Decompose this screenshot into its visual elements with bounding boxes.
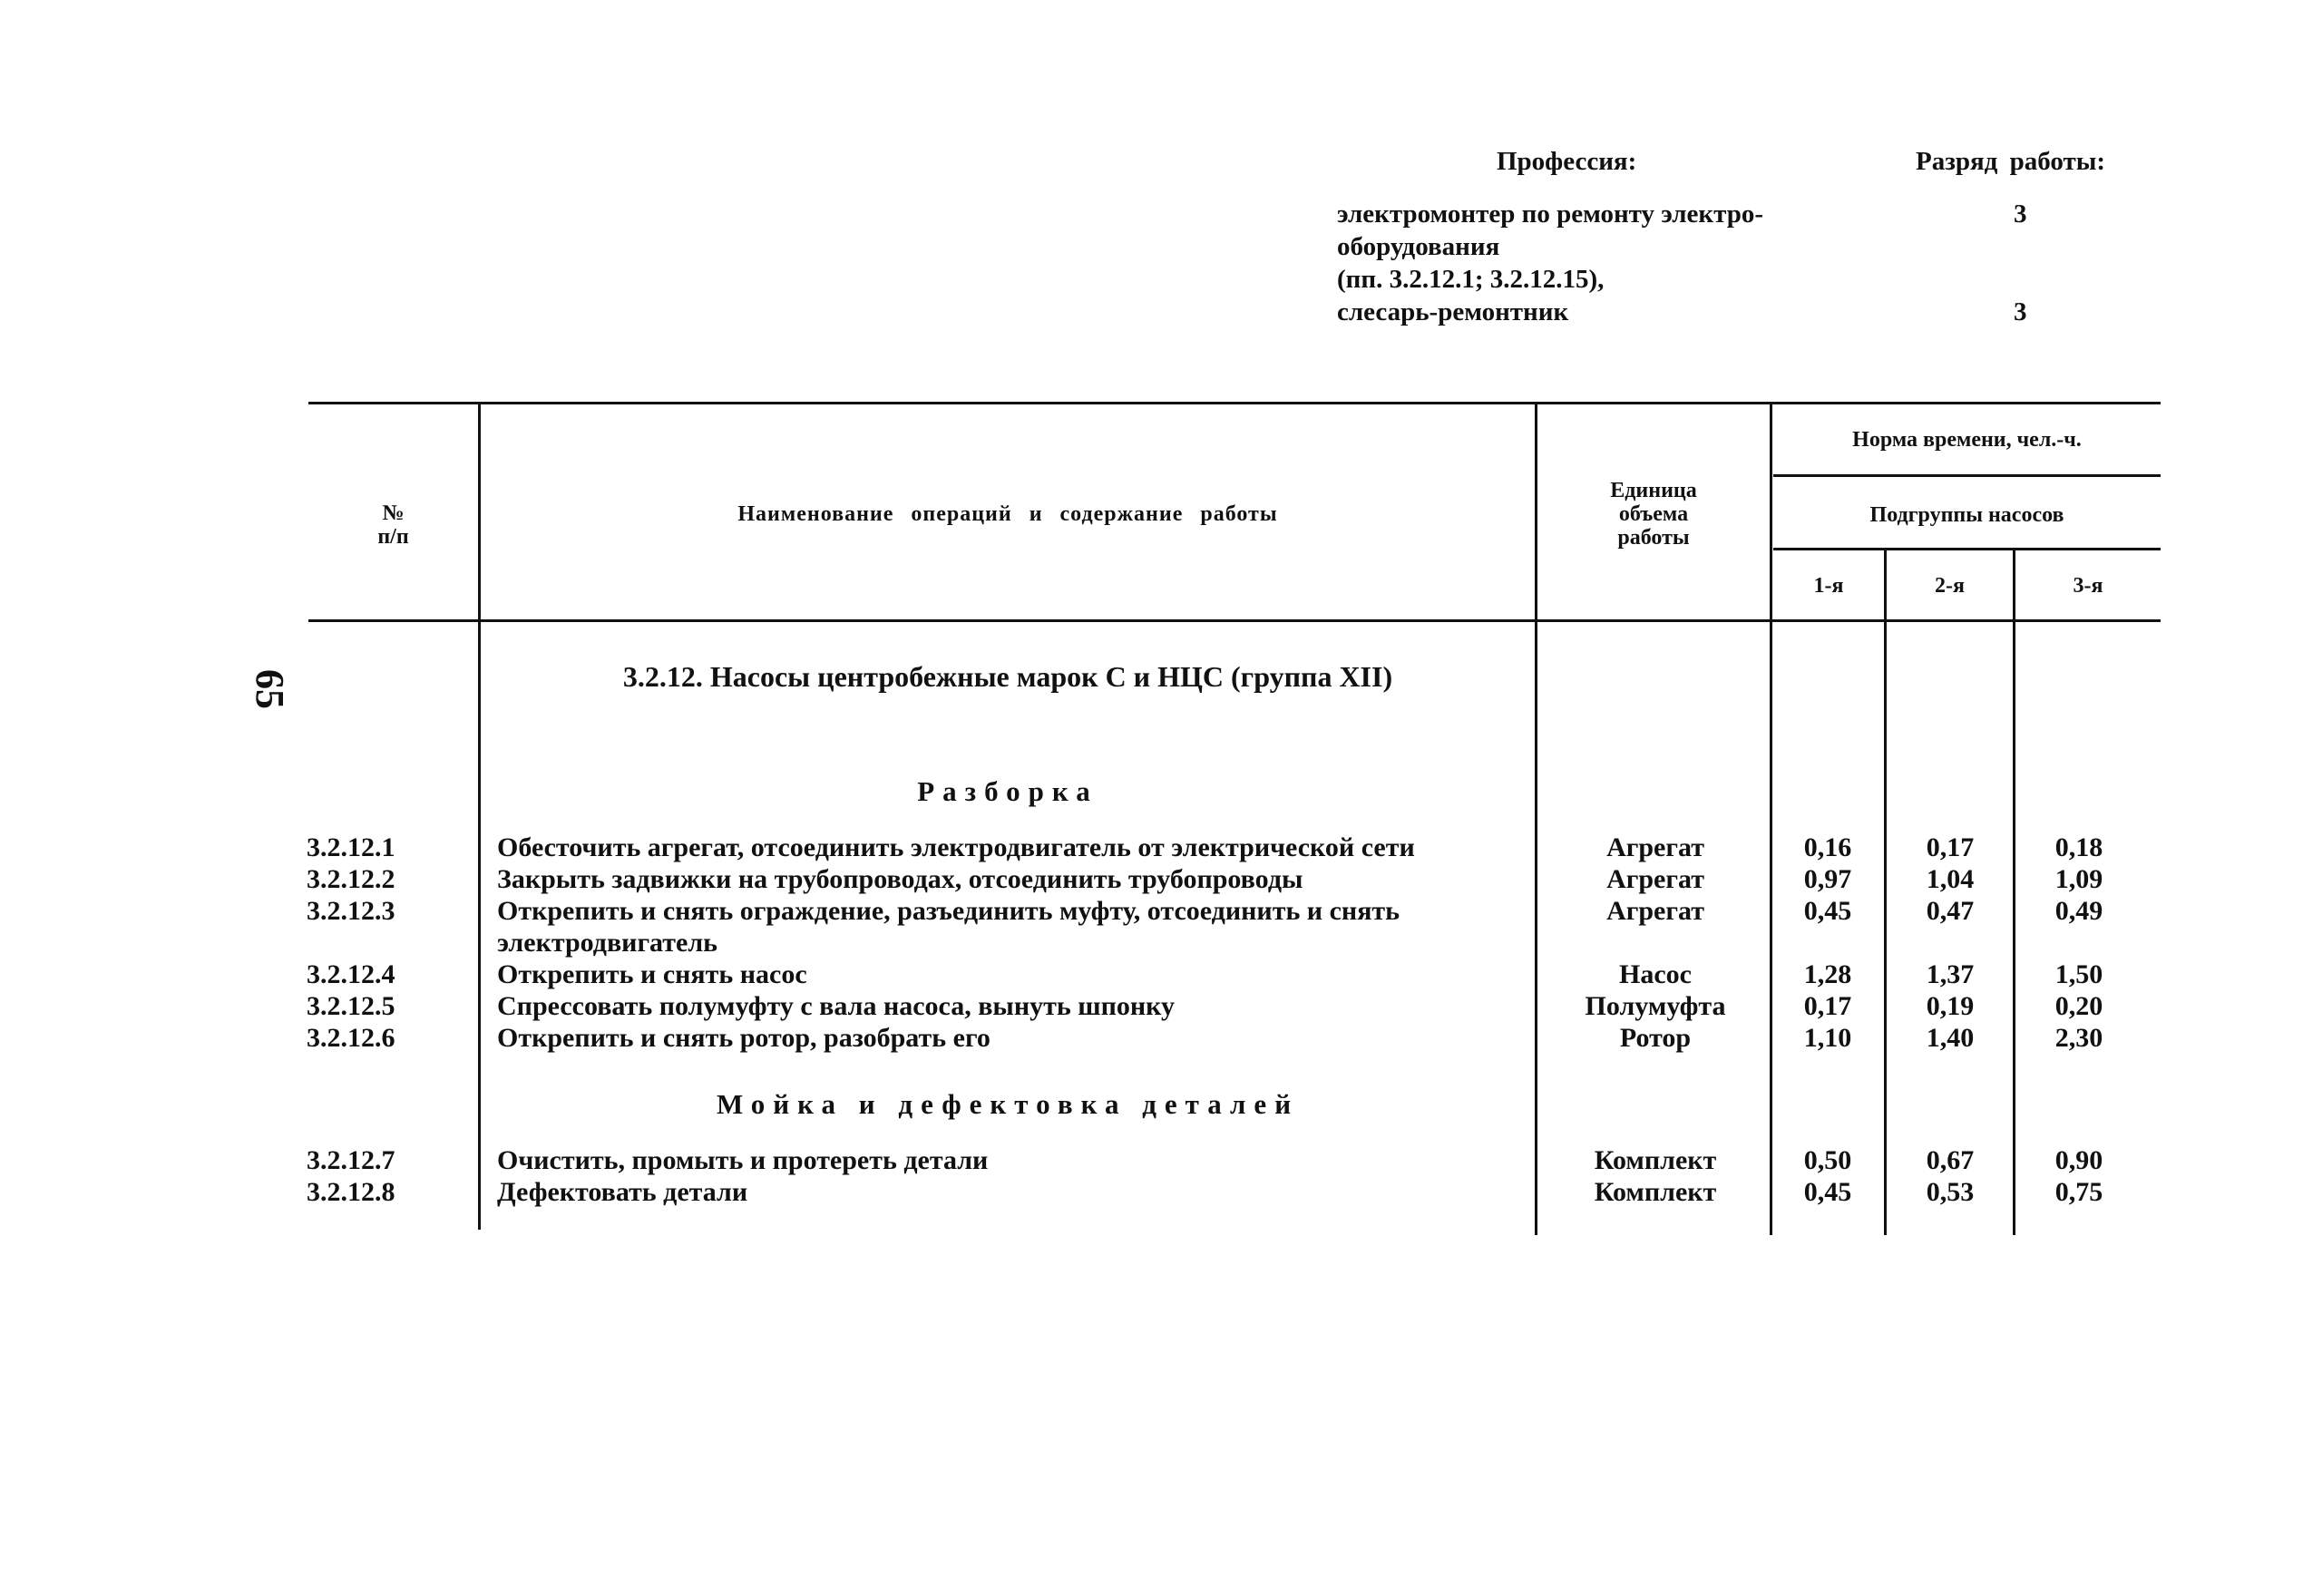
row-number: 3.2.12.8 bbox=[307, 1177, 395, 1207]
header-bottom-border bbox=[308, 619, 2161, 622]
row-value-1: 0,16 bbox=[1803, 832, 1852, 862]
row-value-2: 0,17 bbox=[1926, 832, 1975, 862]
header-time-norm: Норма времени, чел.-ч. bbox=[1852, 428, 2082, 452]
row-description: Открепить и снять насос bbox=[497, 959, 807, 989]
row-description: Открепить и снять ротор, разобрать его bbox=[497, 1023, 990, 1053]
row-value-2: 1,37 bbox=[1926, 959, 1975, 989]
profession-line: оборудования bbox=[1337, 232, 1500, 261]
row-value-2: 1,04 bbox=[1926, 864, 1975, 894]
row-description: Спрессовать полумуфту с вала насоса, вынуть шпонку bbox=[497, 991, 1175, 1021]
row-value-1: 0,45 bbox=[1803, 1177, 1852, 1207]
row-description: Очистить, промыть и протереть детали bbox=[497, 1145, 989, 1175]
header-subgroup-1: 1-я bbox=[1813, 574, 1844, 598]
row-number: 3.2.12.2 bbox=[307, 864, 395, 894]
rank-value: 3 bbox=[2014, 297, 2027, 326]
row-unit: Комплект bbox=[1594, 1145, 1717, 1175]
row-description: Дефектовать детали bbox=[497, 1177, 748, 1207]
row-number: 3.2.12.3 bbox=[307, 896, 395, 926]
row-unit: Агрегат bbox=[1606, 864, 1704, 894]
header-subgroup-2: 2-я bbox=[1935, 574, 1965, 598]
row-value-2: 0,67 bbox=[1926, 1145, 1975, 1175]
row-value-3: 0,20 bbox=[2054, 991, 2103, 1021]
row-number: 3.2.12.1 bbox=[307, 832, 395, 862]
row-value-1: 0,97 bbox=[1803, 864, 1852, 894]
row-value-2: 1,40 bbox=[1926, 1023, 1975, 1053]
row-unit: Агрегат bbox=[1606, 832, 1704, 862]
row-unit: Насос bbox=[1619, 959, 1692, 989]
rank-value: 3 bbox=[2014, 200, 2027, 229]
norm-divider bbox=[1773, 474, 2161, 477]
row-value-2: 0,53 bbox=[1926, 1177, 1975, 1207]
row-value-2: 0,19 bbox=[1926, 991, 1975, 1021]
header-operation-name: Наименование операций и содержание работы bbox=[737, 502, 1278, 526]
row-value-3: 0,90 bbox=[2054, 1145, 2103, 1175]
row-value-1: 0,50 bbox=[1803, 1145, 1852, 1175]
header-number: № п/п bbox=[377, 501, 409, 549]
row-value-3: 1,50 bbox=[2054, 959, 2103, 989]
row-unit: Полумуфта bbox=[1585, 991, 1726, 1021]
row-value-1: 0,17 bbox=[1803, 991, 1852, 1021]
row-unit: Агрегат bbox=[1606, 896, 1704, 926]
profession-line: (пп. 3.2.12.1; 3.2.12.15), bbox=[1337, 265, 1605, 294]
profession-list bbox=[1337, 198, 1763, 328]
row-value-3: 1,09 bbox=[2054, 864, 2103, 894]
header-unit: Единица объема работы bbox=[1610, 479, 1697, 550]
row-value-1: 1,10 bbox=[1803, 1023, 1852, 1053]
page-number: 65 bbox=[248, 669, 292, 709]
row-description: Открепить и снять ограждение, разъединить муфту, отсоединить и снять электродвигатель bbox=[497, 896, 1400, 958]
rank-title: Разряд работы: bbox=[1916, 147, 2106, 176]
subgroup-divider bbox=[1773, 548, 2161, 550]
row-value-3: 2,30 bbox=[2054, 1023, 2103, 1053]
row-unit: Комплект bbox=[1594, 1177, 1717, 1207]
row-value-3: 0,75 bbox=[2054, 1177, 2103, 1207]
table-top-border bbox=[308, 402, 2161, 404]
section-title: 3.2.12. Насосы центробежные марок С и НЦС (группа XII) bbox=[622, 660, 1393, 693]
row-value-3: 0,49 bbox=[2054, 896, 2103, 926]
row-number: 3.2.12.4 bbox=[307, 959, 395, 989]
row-unit: Ротор bbox=[1619, 1023, 1692, 1053]
row-value-2: 0,47 bbox=[1926, 896, 1975, 926]
row-description: Обесточить агрегат, отсоединить электродвигатель от электрической сети bbox=[497, 832, 1415, 862]
row-value-1: 1,28 bbox=[1803, 959, 1852, 989]
subsection-washing: Мойка и дефектовка деталей bbox=[716, 1088, 1300, 1120]
row-number: 3.2.12.7 bbox=[307, 1145, 395, 1175]
header-pump-subgroups: Подгруппы насосов bbox=[1869, 503, 2064, 527]
row-number: 3.2.12.6 bbox=[307, 1023, 395, 1053]
subsection-disassembly: Разборка bbox=[917, 775, 1098, 807]
profession-line: слесарь-ремонтник bbox=[1337, 297, 1569, 326]
profession-title: Профессия: bbox=[1497, 147, 1637, 176]
row-description: Закрыть задвижки на трубопроводах, отсоединить трубопроводы bbox=[497, 864, 1303, 894]
row-value-3: 0,18 bbox=[2054, 832, 2103, 862]
column-divider bbox=[1770, 402, 1772, 1235]
header-subgroup-3: 3-я bbox=[2073, 574, 2103, 598]
profession-line: электромонтер по ремонту электро- bbox=[1337, 200, 1764, 229]
row-number: 3.2.12.5 bbox=[307, 991, 395, 1021]
row-value-1: 0,45 bbox=[1803, 896, 1852, 926]
